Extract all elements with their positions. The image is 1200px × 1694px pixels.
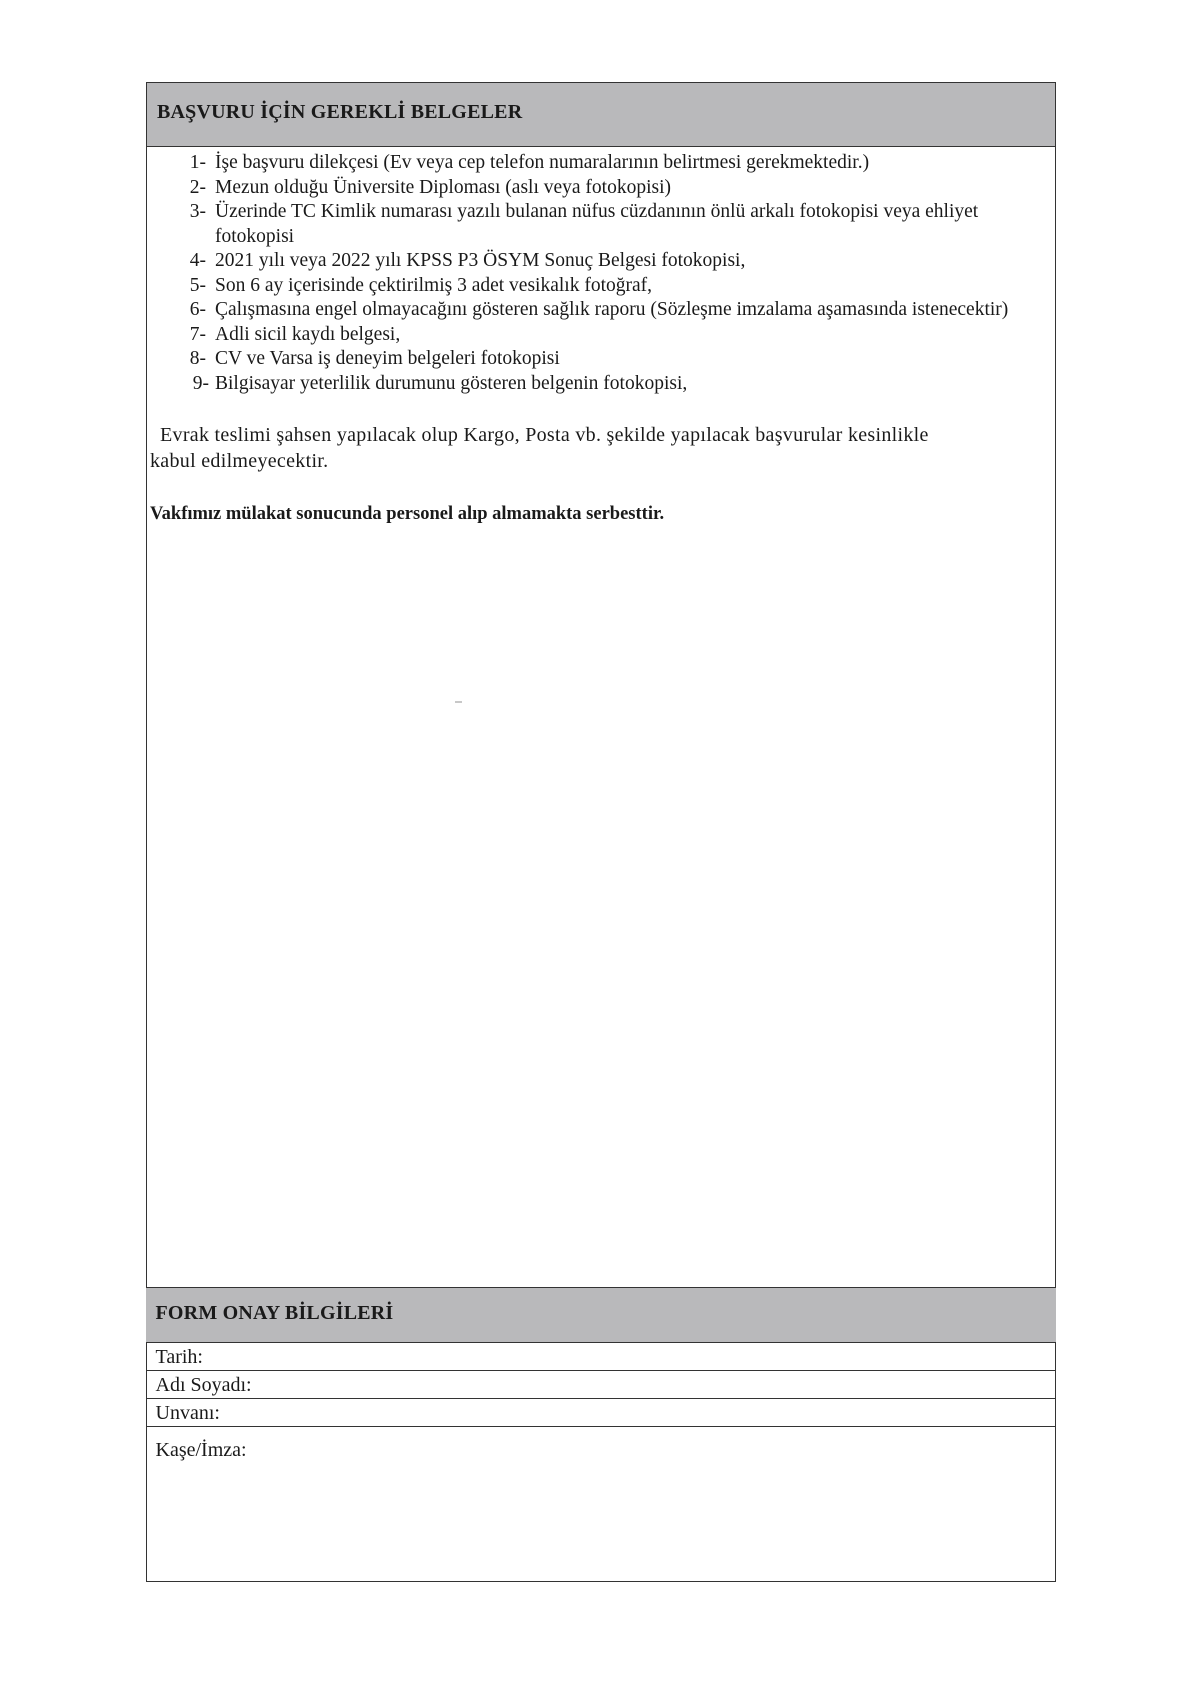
title-label: Unvanı: bbox=[155, 1402, 220, 1424]
item-text: Adli sicil kaydı belgesi, bbox=[215, 323, 401, 345]
item-text: CV ve Varsa iş deneyim belgeleri fotokopisi bbox=[215, 348, 560, 369]
item-number: 5- bbox=[189, 274, 206, 296]
item-text: İşe başvuru dilekçesi (Ev veya cep telefon numaralarının belirtmesi gerekmektedir.) bbox=[215, 152, 870, 173]
signature-field[interactable] bbox=[146, 1427, 1056, 1591]
delivery-notice bbox=[147, 422, 1055, 474]
item-number: 9- bbox=[192, 372, 209, 394]
list-item bbox=[147, 151, 1055, 176]
date-field[interactable] bbox=[146, 1343, 1056, 1371]
item-number: 8- bbox=[189, 348, 206, 369]
notice-line: kabul edilmeyecektir. bbox=[150, 450, 329, 472]
item-text: Son 6 ay içerisinde çektirilmiş 3 adet vesikalık fotoğraf, bbox=[215, 274, 653, 296]
item-text: Üzerinde TC Kimlik numarası yazılı bulanan nüfus cüzdanının önlü arkalı fotokopisi veya ehliyet fotokopisi bbox=[215, 201, 979, 247]
list-item bbox=[147, 249, 1055, 274]
notice-line: Evrak teslimi şahsen yapılacak olup Kargo, Posta vb. şekilde yapılacak başvurular kesinlikle bbox=[160, 424, 929, 446]
list-item bbox=[147, 372, 1055, 397]
list-item bbox=[147, 347, 1055, 372]
item-text: 2021 yılı veya 2022 yılı KPSS P3 ÖSYM Sonuç Belgesi fotokopisi, bbox=[215, 250, 746, 271]
title-field[interactable] bbox=[146, 1399, 1056, 1427]
list-item bbox=[147, 323, 1055, 348]
list-item bbox=[147, 298, 1055, 323]
item-text: Bilgisayar yeterlilik durumunu gösteren belgenin fotokopisi, bbox=[215, 372, 688, 394]
approval-section bbox=[146, 1287, 1056, 1591]
interview-statement: Vakfımız mülakat sonucunda personel alıp almamakta serbesttir. bbox=[150, 504, 665, 524]
item-text: Mezun olduğu Üniversite Diploması (aslı veya fotokopisi) bbox=[215, 176, 672, 198]
name-field[interactable] bbox=[146, 1371, 1056, 1399]
signature-label: Kaşe/İmza: bbox=[155, 1439, 247, 1461]
item-number: 3- bbox=[189, 201, 206, 222]
list-item bbox=[147, 176, 1055, 201]
application-form bbox=[146, 82, 1056, 1582]
item-number: 6- bbox=[189, 299, 206, 320]
item-text: Çalışmasına engel olmayacağını gösteren sağlık raporu (Sözleşme imzalama aşamasında istenecektir) bbox=[215, 299, 1009, 320]
item-number: 7- bbox=[189, 323, 206, 345]
requirements-header: BAŞVURU İÇİN GEREKLİ BELGELER bbox=[147, 83, 1055, 147]
scan-speck bbox=[455, 701, 462, 703]
approval-header: FORM ONAY BİLGİLERİ bbox=[146, 1288, 1056, 1343]
list-item bbox=[147, 274, 1055, 299]
item-number: 2- bbox=[189, 176, 206, 198]
name-label: Adı Soyadı: bbox=[155, 1374, 252, 1396]
date-label: Tarih: bbox=[155, 1346, 203, 1368]
item-number: 1- bbox=[189, 152, 206, 173]
item-number: 4- bbox=[189, 250, 206, 271]
list-item bbox=[147, 200, 1055, 249]
requirements-list bbox=[147, 147, 1055, 396]
